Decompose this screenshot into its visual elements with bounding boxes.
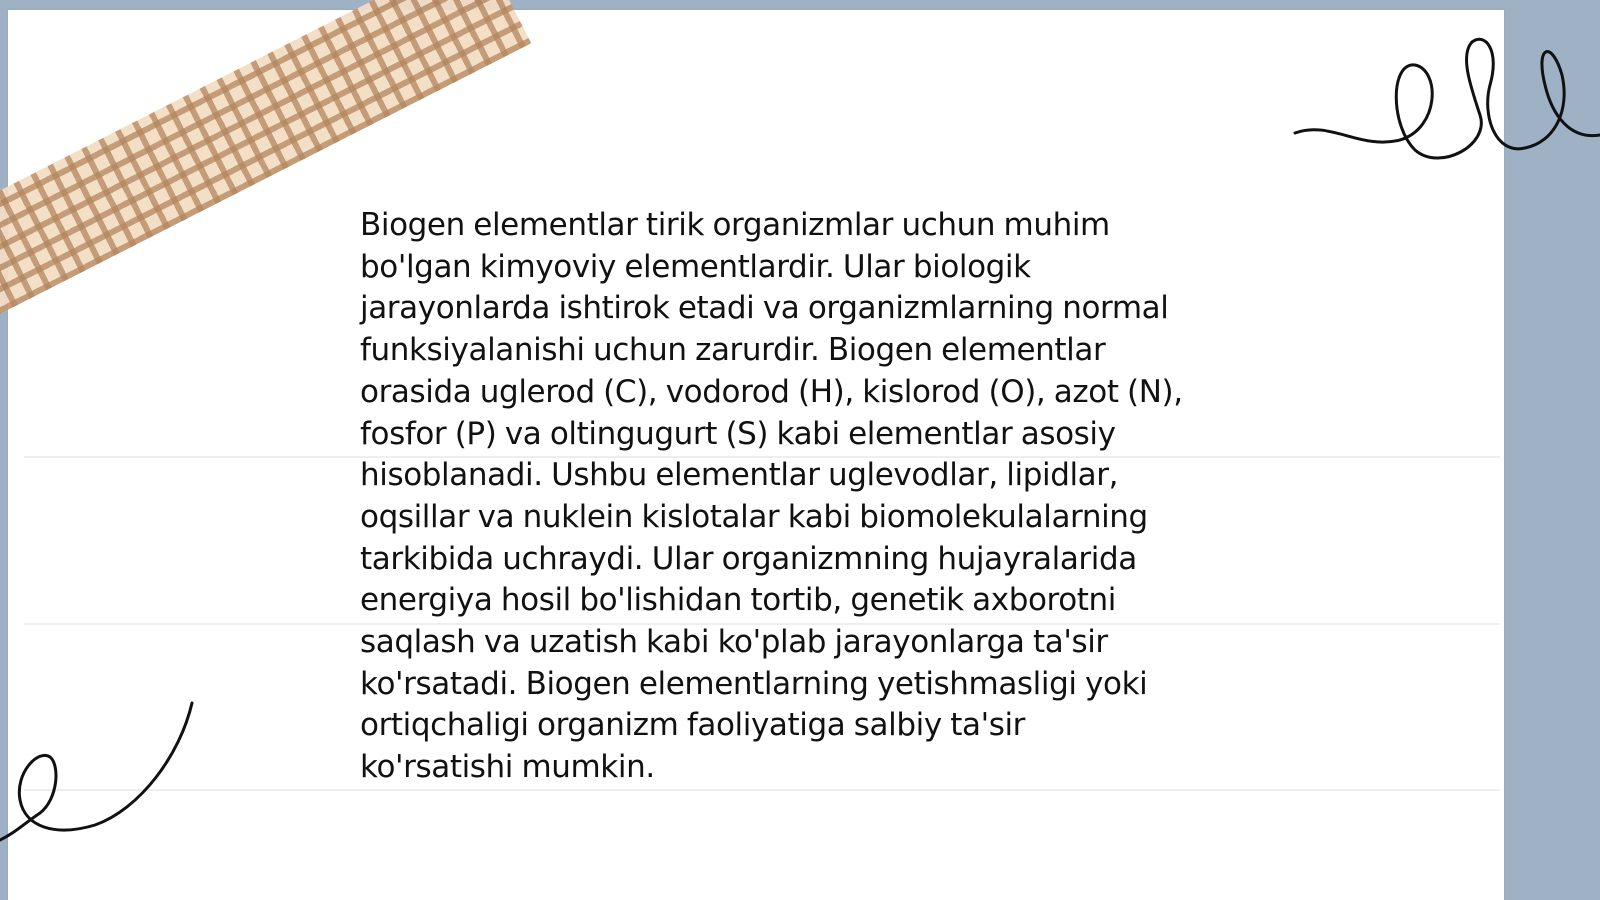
swoosh-scribble-icon	[0, 695, 200, 855]
paragraph-line: ortiqchaligi organizm faoliyatiga salbiy ta'sir	[360, 707, 1026, 744]
paragraph-line: fosfor (P) va oltingugurt (S) kabi elementlar asosiy	[360, 415, 1116, 452]
body-paragraph	[360, 205, 1260, 789]
paragraph-line: ko'rsatishi mumkin.	[360, 749, 655, 786]
paragraph-line: bo'lgan kimyoviy elementlardir. Ular biologik	[360, 248, 1031, 285]
paragraph-line: saqlash va uzatish kabi ko'plab jarayonlarga ta'sir	[360, 624, 1108, 661]
paragraph-line: jarayonlarda ishtirok etadi va organizmlarning normal	[360, 290, 1169, 327]
paragraph-line: tarkibida uchraydi. Ular organizmning hujayralarida	[360, 540, 1137, 577]
loop-scribble-icon	[1290, 30, 1600, 170]
paragraph-line: ko'rsatadi. Biogen elementlarning yetishmasligi yoki	[360, 665, 1148, 702]
paragraph-line: energiya hosil bo'lishidan tortib, genetik axborotni	[360, 582, 1116, 619]
paragraph-line: oqsillar va nuklein kislotalar kabi biomolekulalarning	[360, 498, 1148, 535]
paragraph-line: hisoblanadi. Ushbu elementlar uglevodlar, lipidlar,	[360, 457, 1119, 494]
paragraph-line: orasida uglerod (C), vodorod (H), kislorod (O), azot (N),	[360, 373, 1183, 410]
paragraph-line: funksiyalanishi uchun zarurdir. Biogen elementlar	[360, 332, 1106, 369]
ruled-line	[24, 789, 1500, 791]
paragraph-line: Biogen elementlar tirik organizmlar uchun muhim	[360, 207, 1110, 243]
